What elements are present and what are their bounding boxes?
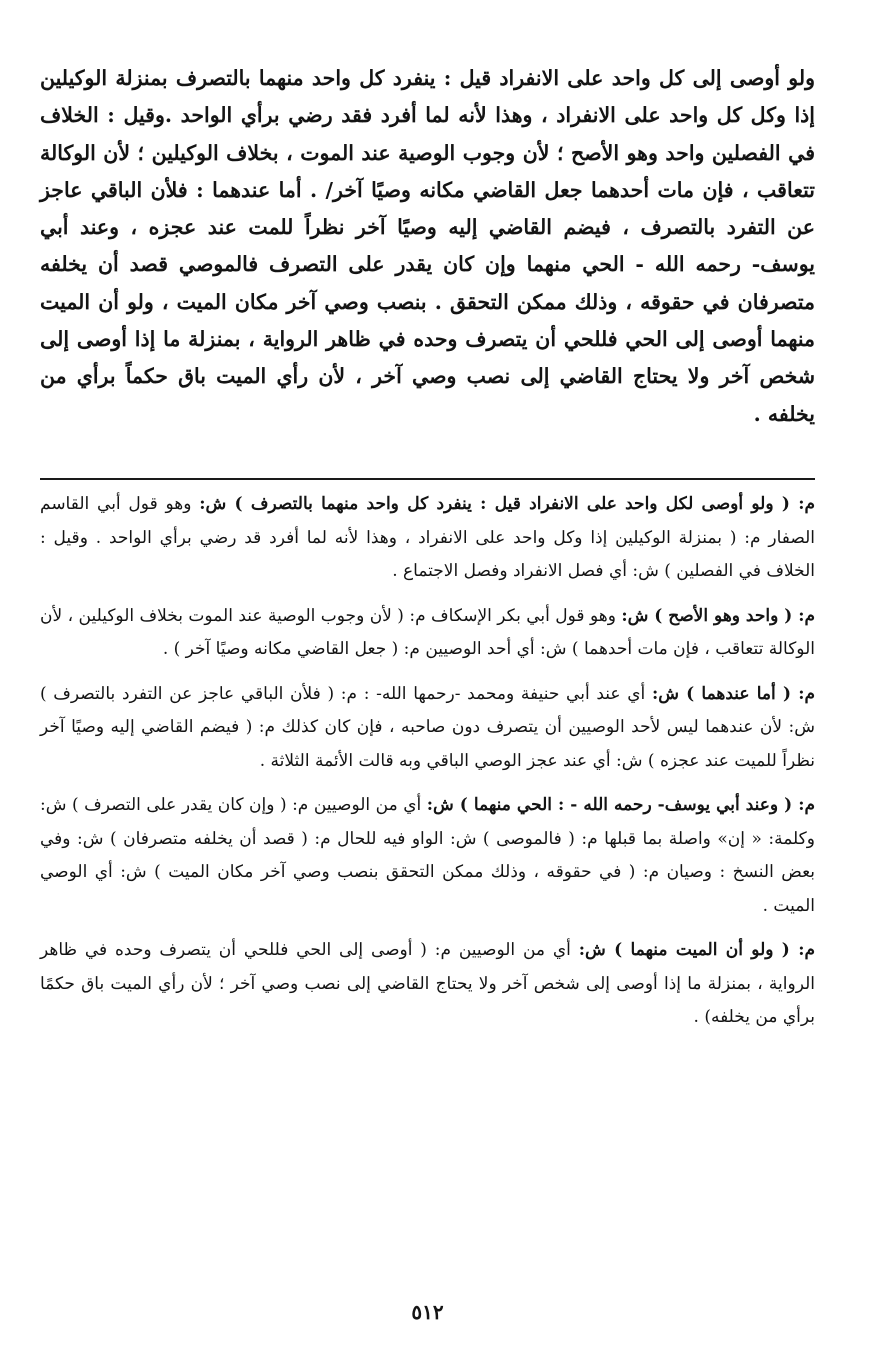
sharh-text: أي من الوصيين م: ( وإن كان يقدر على التصرف ) ش: وكلمة: « إن» واصلة بما قبلها م: ( فالموصى ) ش: الواو فيه للحال م: ( قصد أن يخلفه متصرفان ) ش: وفي بعض النسخ : وصيان م: ( في حقوقه ، وذلك ممكن التحقق بنصب وصي آخر مكان الميت ) ش: أي الوصي الميت . <box>40 795 815 916</box>
book-page <box>40 60 815 1330</box>
quoted-matn: م: ( وعند أبي يوسف- رحمه الله - : الحي منهما ) ش: <box>426 795 815 815</box>
commentary-paragraph <box>40 678 815 779</box>
footnote-divider <box>40 478 815 480</box>
quoted-matn: م: ( واحد وهو الأصح ) ش: <box>621 605 816 626</box>
commentary-paragraph <box>40 789 815 923</box>
commentary-section <box>40 488 815 1046</box>
sharh-text: أي من الوصيين م: ( أوصى إلى الحي فللحي أن يتصرف وحده في ظاهر الرواية ، بمنزلة ما إذا أوصى إلى شخص آخر ولا يحتاج القاضي إلى نصب وصي آخر ؛ لأن رأي الميت باق حكمًا برأي من يخلفه) . <box>40 940 815 1027</box>
quoted-matn: م: ( أما عندهما ) ش: <box>651 683 815 704</box>
quoted-matn: م: ( ولو أوصى لكل واحد على الانفراد قيل : ينفرد كل واحد منهما بالتصرف ) ش: <box>199 494 815 514</box>
sharh-text: أي عند أبي حنيفة ومحمد -رحمها الله- : م: ( فلأن الباقي عاجز عن التفرد بالتصرف ) ش: لأن عندهما ليس لأحد الوصيين أن يتصرف دون صاحبه ، فإن كان كذلك م: ( فيضم القاضي إليه وصيًا آخر نظراً للميت عند عجزه ) ش: أي عند عجز الوصي الباقي وبه قالت الأئمة الثلاثة . <box>40 683 815 771</box>
commentary-paragraph <box>40 488 815 589</box>
sharh-text: وهو قول أبي بكر الإسكاف م: ( لأن وجوب الوصية عند الموت بخلاف الوكيلين ، لأن الوكالة تتعاقب ، فإن مات أحدهما ) ش: أي أحد الوصيين م: ( جعل القاضي مكانه وصيًا آخر ) . <box>40 605 815 659</box>
commentary-paragraph <box>40 934 815 1035</box>
sharh-text: وهو قول أبي القاسم الصفار م: ( بمنزلة الوكيلين إذا وكل واحد على الانفراد ، وهذا لأنه لما أفرد قد رضي برأي الواحد . وقيل : الخلاف في الفصلين ) ش: أي فصل الانفراد وفصل الاجتماع . <box>40 494 815 581</box>
main-text-block: ولو أوصى إلى كل واحد على الانفراد قيل : ينفرد كل واحد منهما بالتصرف بمنزلة الوكيلين إذا وكل كل واحد على الانفراد ، وهذا لأنه لما أفرد فقد رضي برأي الواحد .وقيل : الخلاف في الفصلين واحد وهو الأصح ؛ لأن وجوب الوصية عند الموت ، بخلاف الوكيلين ؛ لأن الوكالة تتعاقب ، فإن مات أحدهما جعل القاضي مكانه وصيًا آخر/ . أما عندهما : فلأن الباقي عاجز عن التفرد بالتصرف ، فيضم القاضي إليه وصيًا آخر نظراً للمت عند عجزه ، وعند أبي يوسف- رحمه الله - الحي منهما وإن كان يقدر على التصرف فالموصي قصد أن يخلفه متصرفان في حقوقه ، وذلك ممكن التحقق . بنصب وصي آخر مكان الميت ، ولو أن الميت منهما أوصى إلى الحي فللحي أن يتصرف وحده في ظاهر الرواية ، بمنزلة ما إذا أوصى إلى شخص آخر ولا يحتاج القاضي إلى نصب وصي آخر ، لأن رأي الميت باق حكماً برأي من يخلفه . <box>40 66 815 426</box>
commentary-paragraph <box>40 600 815 667</box>
page-number: ٥١٢ <box>411 1300 444 1324</box>
quoted-matn: م: ( ولو أن الميت منهما ) ش: <box>578 940 815 960</box>
